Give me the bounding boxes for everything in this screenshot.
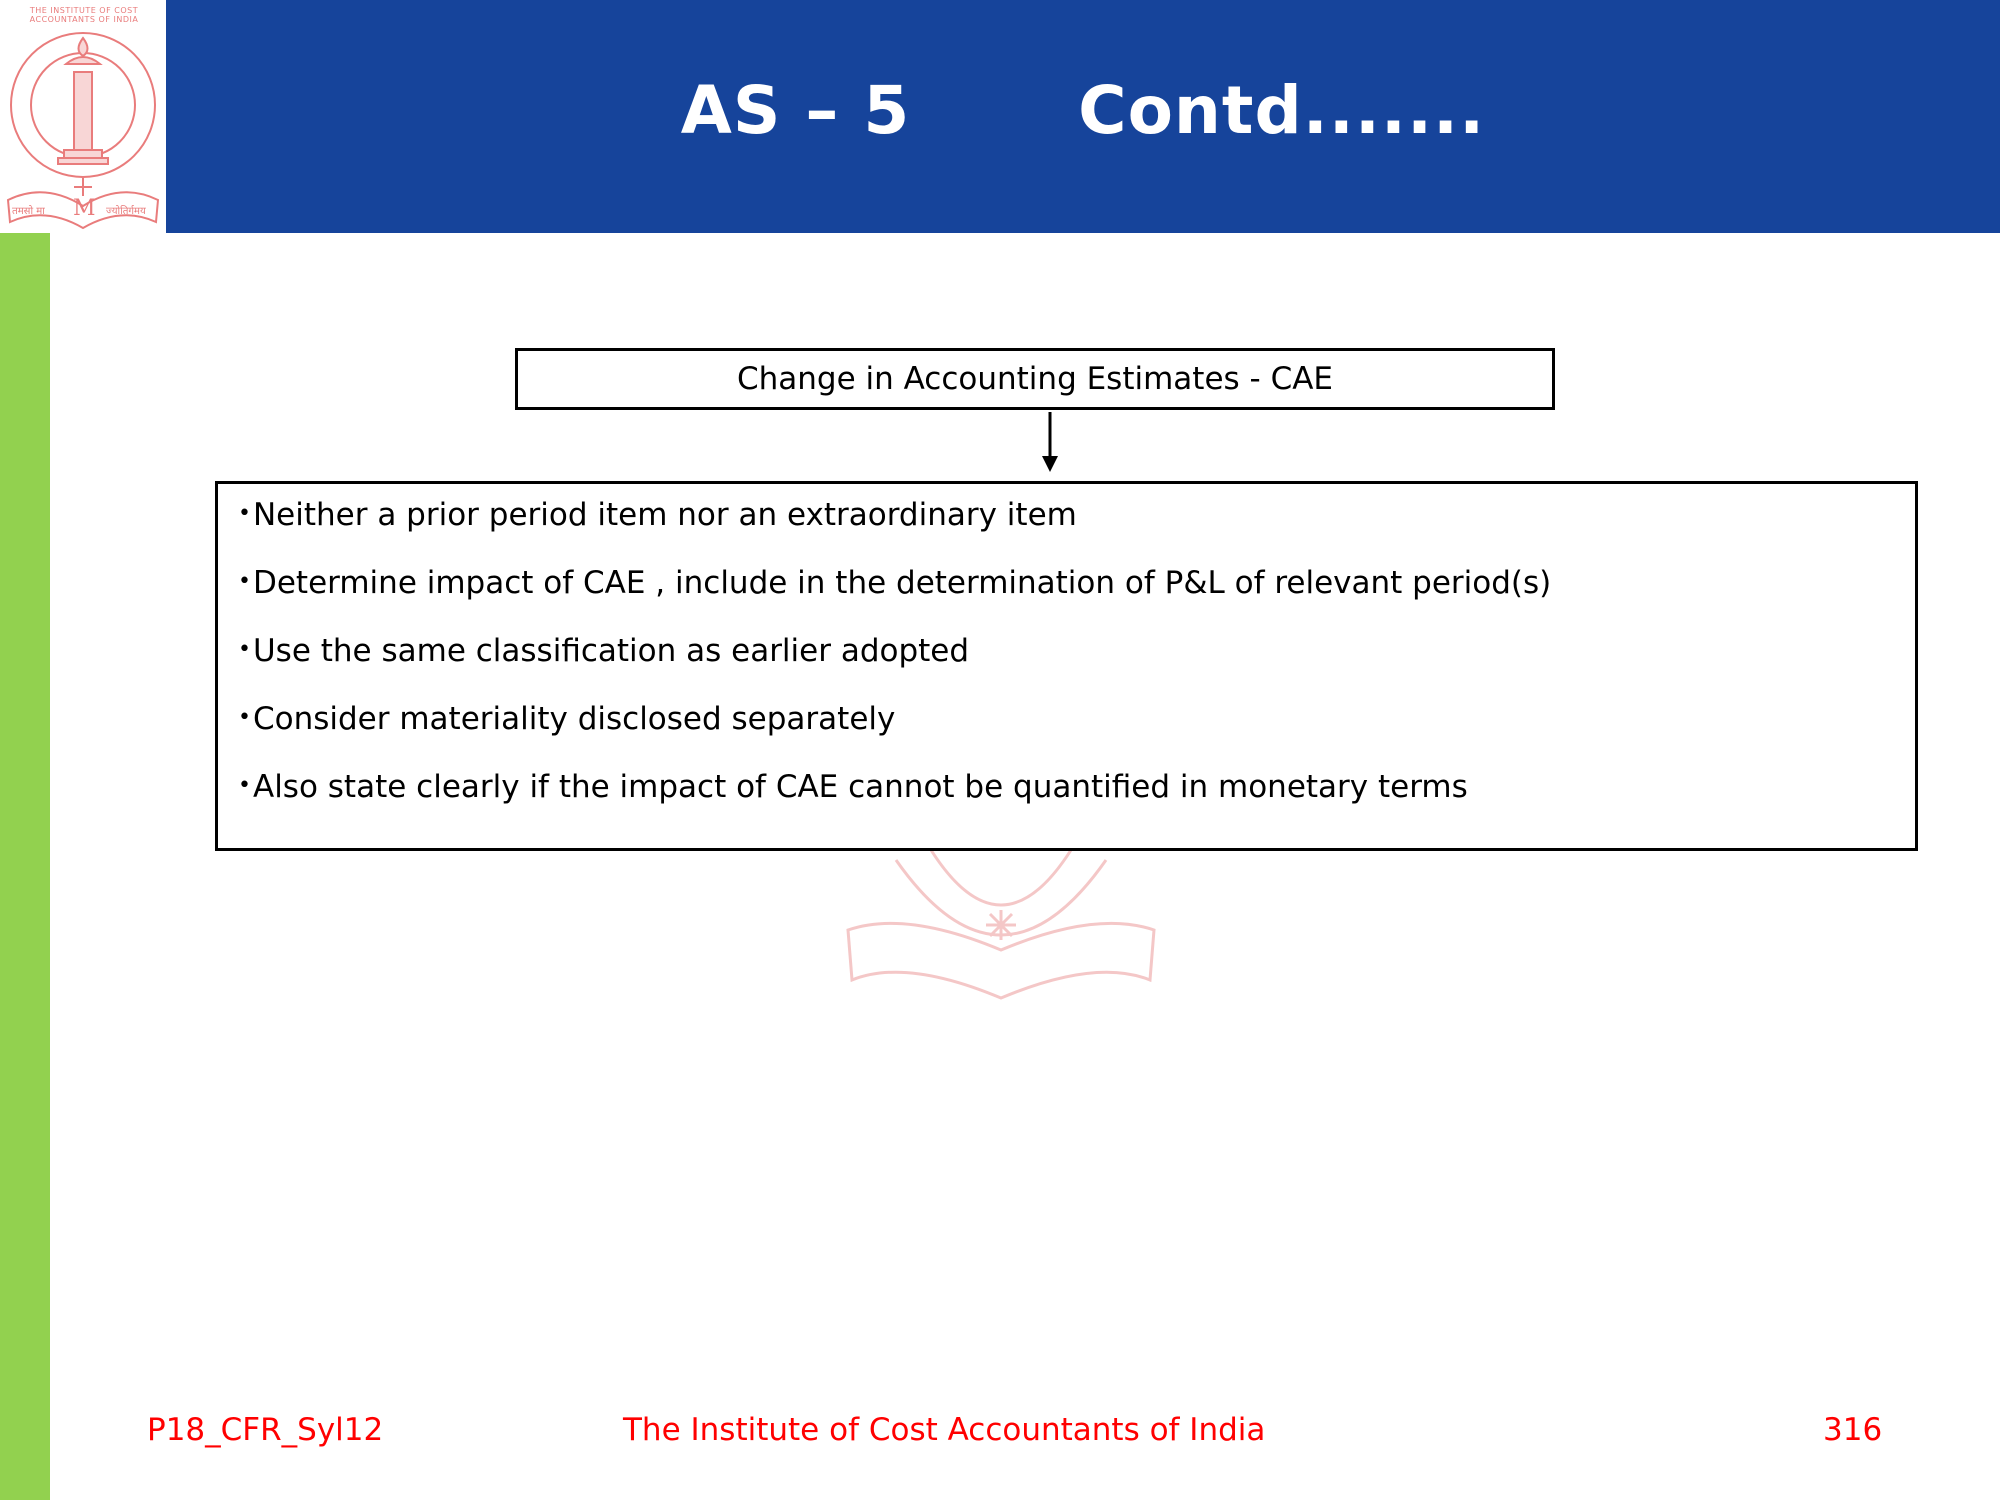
footer-course-code: P18_CFR_Syl12 [147,1412,384,1448]
list-item [238,565,1551,601]
bullet-icon: • [238,773,251,798]
cae-points-box [215,481,1918,851]
slide-title: AS – 5 Contd....... [680,72,1486,149]
bullet-icon: • [238,705,251,730]
logo-motto-left: तमसो मा [12,206,45,217]
point-text: Use the same classification as earlier adopted [252,633,970,669]
list-item [238,497,1077,533]
bullet-icon: • [238,637,251,662]
point-text: Neither a prior period item nor an extraordinary item [252,497,1077,533]
bullet-icon: • [238,569,251,594]
list-item [238,633,969,669]
down-arrow-icon [1036,412,1064,474]
cae-heading-box [515,348,1555,410]
footer-institute-name: The Institute of Cost Accountants of India [623,1412,1266,1448]
cae-heading-label: Change in Accounting Estimates - CAE [736,361,1334,397]
list-item [238,701,895,737]
bullet-icon: • [238,501,251,526]
list-item [238,769,1468,805]
point-text: Consider materiality disclosed separately [252,701,896,737]
logo-monogram: M [73,196,96,221]
logo-emblem-text: THE INSTITUTE OF COST ACCOUNTANTS OF INDIA [29,6,139,24]
institute-logo [0,0,166,233]
watermark-emblem-icon [836,840,1166,1010]
point-text: Determine impact of CAE , include in the determination of P&L of relevant period(s) [252,565,1552,601]
side-accent-strip [0,233,50,1500]
logo-motto-right: ज्योतिर्गमय [106,206,146,217]
point-text: Also state clearly if the impact of CAE cannot be quantified in monetary terms [252,769,1468,805]
footer-page-number: 316 [1823,1412,1883,1448]
